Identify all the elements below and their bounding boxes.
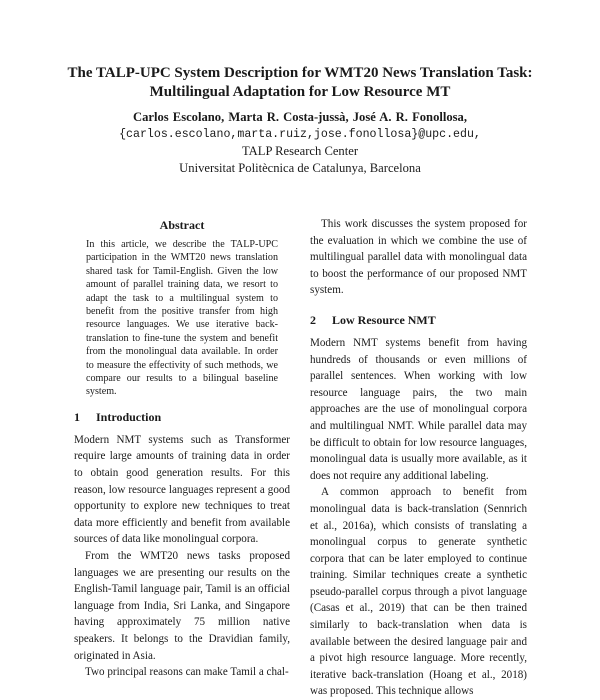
intro-paragraph-3: Two principal reasons can make Tamil a chal- bbox=[85, 666, 289, 679]
section-number: 1 bbox=[74, 409, 80, 424]
section-title: Introduction bbox=[96, 409, 162, 424]
abstract-heading: Abstract bbox=[159, 218, 205, 232]
right-intro-paragraph: This work discusses the system proposed for the evaluation in which we combine the use of multilingual parallel data with monolingual data to boost the performance of our proposed NMT system. bbox=[310, 218, 527, 297]
affiliation-university: Universitat Politècnica de Catalunya, Barcelona bbox=[179, 161, 421, 175]
section2-paragraph-2: A common approach to benefit from monolingual data is back-translation (Sennrich et al., 2016a), which consists of translating a monolingual corpus to generate synthetic corpora that can be later employed to continue training. Similar techniques create a synthetic pseudo-parallel corpus through a pivot language (Casas et al., 2019) that can be then trained similarly to back-translation when data is available between the desired language pair and a pivot high resource language. More recently, iterative back-translation (Hoang et al., 2018) was proposed. This technique allows bbox=[310, 486, 527, 698]
section-number: 2 bbox=[310, 312, 316, 327]
intro-paragraph-1: Modern NMT systems such as Transformer require large amounts of training data in order to obtain good generation results. For this reason, low resource languages represent a good opportunity to explore new techniques to treat data more efficiently and benefit from available sources of data like monolingual corpora. bbox=[74, 433, 290, 546]
section-heading-introduction bbox=[74, 410, 290, 425]
section-heading-low-resource bbox=[310, 313, 527, 328]
section-title: Low Resource NMT bbox=[332, 312, 436, 327]
right-column bbox=[310, 216, 527, 700]
affiliation-center: TALP Research Center bbox=[241, 144, 359, 158]
paper-title bbox=[40, 64, 560, 102]
title-line-2: Multilingual Adaptation for Low Resource MT bbox=[149, 84, 451, 100]
left-column bbox=[74, 218, 290, 681]
author-block bbox=[40, 109, 560, 177]
title-line-1: The TALP-UPC System Description for WMT20 News Translation Task: bbox=[67, 65, 533, 81]
abstract-body: In this article, we describe the TALP-UPC participation in the WMT20 news translation shared task for Tamil-English. Given the low amount of parallel training data, we resort to adapt the task to a multilingual system to benefit from the positive transfer from high resource languages. We use iterative back-translation to fine-tune the system and benefit from the monolingual data available. In order to measure the effectivity of such methods, we compare our results to a bilingual baseline system. bbox=[86, 239, 278, 398]
author-emails: {carlos.escolano,marta.ruiz,jose.fonollosa}@upc.edu, bbox=[119, 128, 481, 141]
intro-paragraph-2: From the WMT20 news tasks proposed languages we are presenting our results on the English-Tamil language pair, Tamil is an official language from India, Sri Lanka, and Singapore having approximately 75 million native speakers. It belongs to the Dravidian family, originated in Asia. bbox=[74, 550, 290, 662]
section2-paragraph-1: Modern NMT systems benefit from having hundreds of thousands or even millions of parallel sentences. When working with low resource language pairs, the two main approaches are the use of monolingual corpora and multilingual NMT. While parallel data may be difficult to obtain for low resource languages, monolingual data is usually more available, as it does not require any additional labeling. bbox=[310, 336, 527, 482]
author-names: Carlos Escolano, Marta R. Costa-jussà, José A. R. Fonollosa, bbox=[132, 110, 468, 124]
